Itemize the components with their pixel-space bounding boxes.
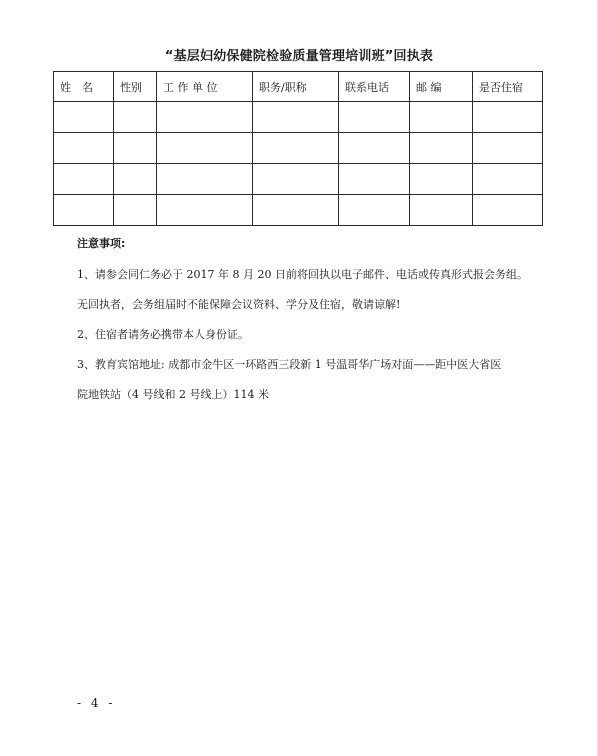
table-cell[interactable] [410, 102, 473, 133]
header-position-title: 职务/职称 [253, 72, 339, 102]
table-row [54, 102, 543, 133]
note-item-1-line-1: 1、请参会同仁务必于 2017 年 8 月 20 日前将回执以电子邮件、电话或传真形式报会务组。 [77, 268, 528, 281]
header-workplace: 工 作 单 位 [157, 72, 253, 102]
table-cell[interactable] [114, 133, 157, 164]
table-cell[interactable] [253, 195, 339, 226]
note-item-3-line-1: 3、教育宾馆地址: 成都市金牛区一环路西三段新 1 号温哥华广场对面——距中医大省医 [77, 358, 502, 371]
table-cell[interactable] [473, 133, 543, 164]
table-cell[interactable] [339, 195, 410, 226]
table-cell[interactable] [473, 102, 543, 133]
table-cell[interactable] [54, 133, 114, 164]
notes-section [77, 236, 547, 417]
table-row [54, 164, 543, 195]
table-cell[interactable] [410, 133, 473, 164]
table-cell[interactable] [253, 133, 339, 164]
table-cell[interactable] [114, 102, 157, 133]
table-cell[interactable] [253, 164, 339, 195]
header-accommodation: 是否住宿 [473, 72, 543, 102]
header-phone: 联系电话 [339, 72, 410, 102]
table-cell[interactable] [54, 195, 114, 226]
table-cell[interactable] [157, 195, 253, 226]
note-item-1-line-2: 无回执者，会务组届时不能保障会议资料、学分及住宿，敬请谅解! [77, 298, 401, 311]
table-row [54, 195, 543, 226]
table-cell[interactable] [410, 164, 473, 195]
header-gender: 性别 [114, 72, 157, 102]
table-cell[interactable] [157, 102, 253, 133]
table-cell[interactable] [157, 133, 253, 164]
table-cell[interactable] [410, 195, 473, 226]
table-cell[interactable] [114, 195, 157, 226]
table-cell[interactable] [253, 102, 339, 133]
table-cell[interactable] [473, 164, 543, 195]
table-cell[interactable] [54, 164, 114, 195]
note-item-2: 2、住宿者请务必携带本人身份证。 [77, 328, 249, 341]
document-title: “基层妇幼保健院检验质量管理培训班”回执表 [164, 49, 434, 64]
table-cell[interactable] [339, 102, 410, 133]
receipt-table [53, 71, 543, 226]
table-cell[interactable] [339, 133, 410, 164]
header-name: 姓 名 [54, 72, 114, 102]
table-cell[interactable] [54, 102, 114, 133]
table-cell[interactable] [114, 164, 157, 195]
page-number: - 4 - [77, 696, 116, 710]
table-row [54, 133, 543, 164]
table-cell[interactable] [339, 164, 410, 195]
table-header-row [54, 72, 543, 102]
header-postcode: 邮 编 [410, 72, 473, 102]
table-cell[interactable] [157, 164, 253, 195]
table-cell[interactable] [473, 195, 543, 226]
note-item-3-line-2: 院地铁站（4 号线和 2 号线上）114 米 [77, 388, 269, 401]
notes-heading: 注意事项: [77, 237, 126, 250]
